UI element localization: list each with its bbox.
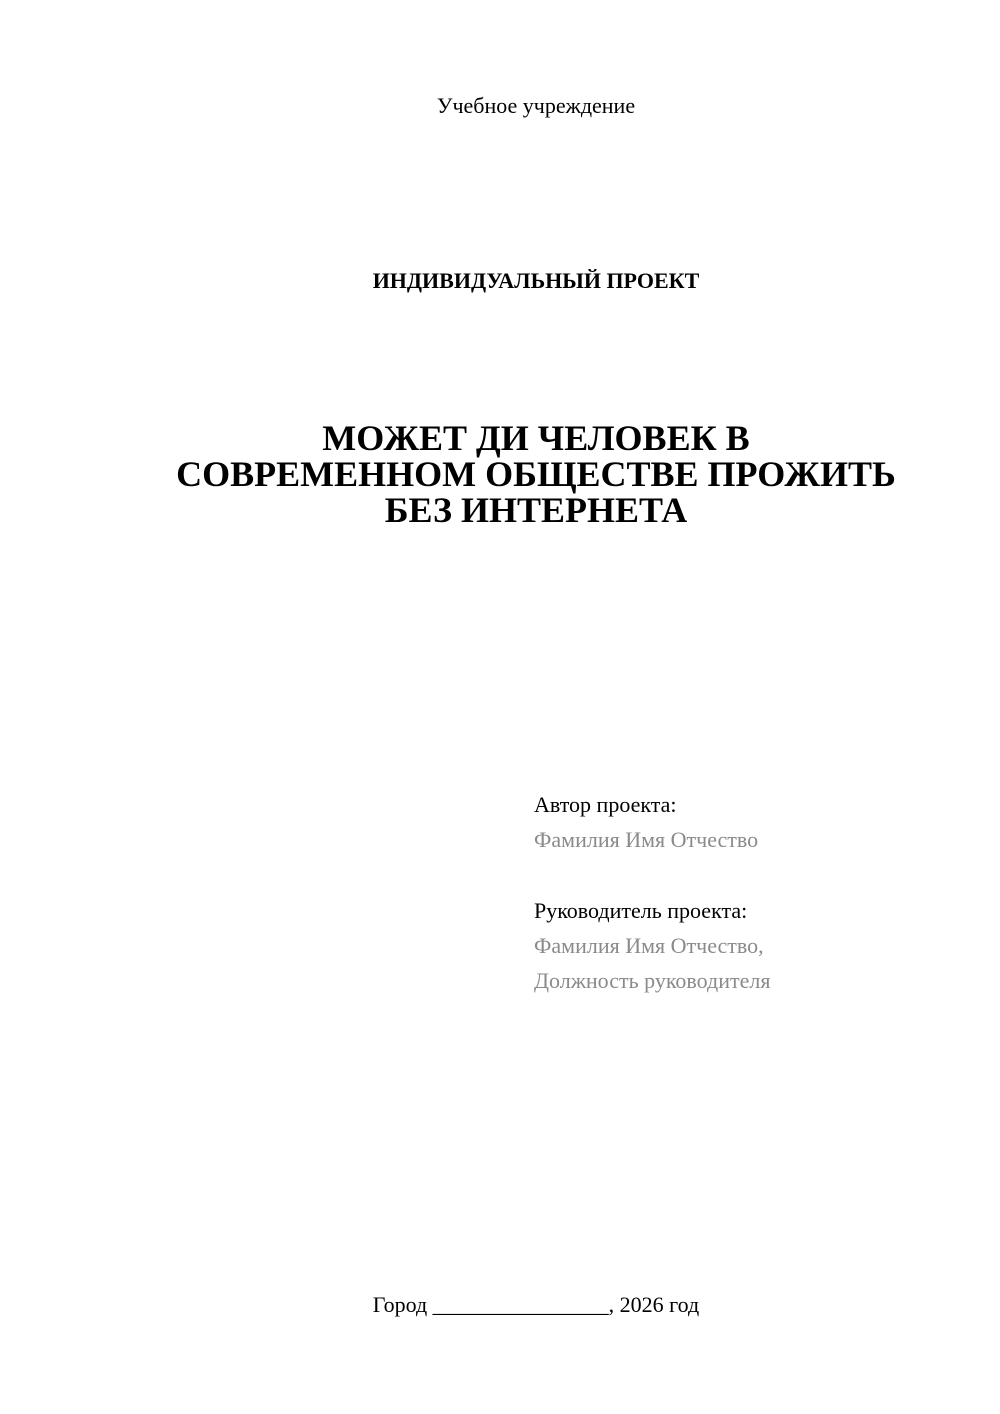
supervisor-position: Должность руководителя (534, 968, 771, 993)
institution-name: Учебное учреждение (436, 93, 636, 118)
city-year-line: Город ________________, 2026 год (372, 1292, 700, 1317)
project-title-line-2: СОВРЕМЕННОМ ОБЩЕСТВЕ ПРОЖИТЬ (176, 454, 896, 494)
supervisor-block (534, 893, 974, 998)
author-name: Фамилия Имя Отчество (534, 827, 759, 852)
document-type: ИНДИВИДУАЛЬНЫЙ ПРОЕКТ (372, 268, 700, 293)
project-title-line-3: БЕЗ ИНТЕРНЕТА (384, 490, 688, 530)
supervisor-name: Фамилия Имя Отчество, (534, 933, 764, 958)
author-label: Автор проекта: (534, 792, 677, 817)
project-title-line-1: МОЖЕТ ДИ ЧЕЛОВЕК В (322, 418, 750, 458)
author-block (534, 787, 974, 857)
supervisor-label: Руководитель проекта: (534, 898, 748, 923)
project-title (100, 420, 972, 528)
